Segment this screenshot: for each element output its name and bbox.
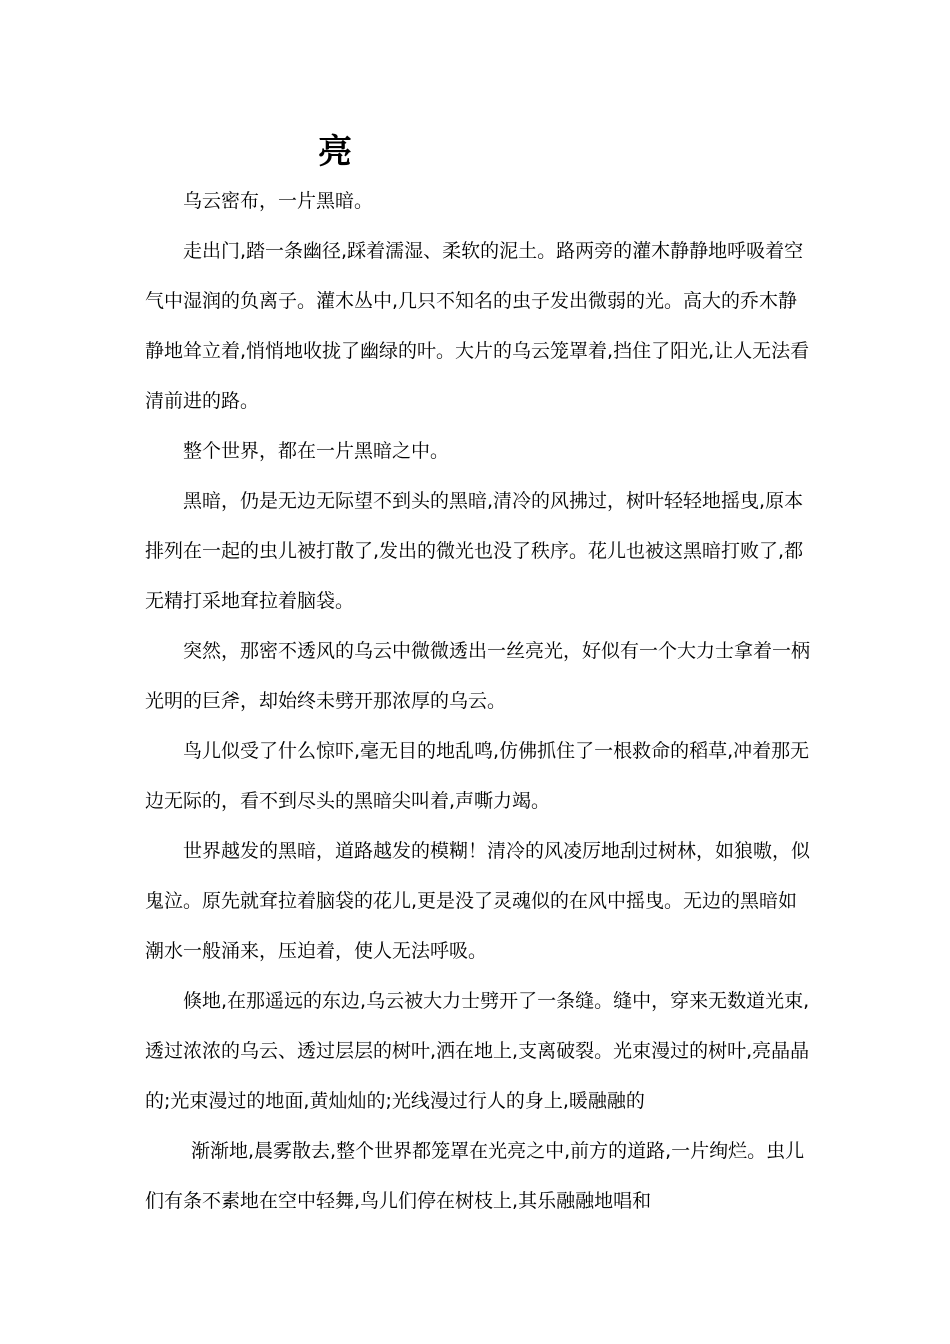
paragraph-4: 黑暗，仍是无边无际望不到头的黑暗,清冷的风拂过，树叶轻轻地摇曳,原本排列在一起的虫儿被打散了,发出的微光也没了秩序。花儿也被这黑暗打败了,都无精打采地耷拉着脑袋。 <box>145 490 804 612</box>
paragraph-9: 渐渐地,晨雾散去,整个世界都笼罩在光亮之中,前方的道路,一片绚烂。虫儿们有条不素地在空中轻舞,鸟儿们停在树枝上,其乐融融地唱和 <box>145 1140 805 1212</box>
paragraph-3: 整个世界，都在一片黑暗之中。 <box>183 440 450 462</box>
document-body <box>145 176 810 1226</box>
paragraph-2: 走出门,踏一条幽径,踩着濡湿、柔软的泥土。路两旁的灌木静静地呼吸着空气中湿润的负离子。灌木丛中,几只不知名的虫子发出微弱的光。高大的乔木静静地耸立着,悄悄地收拢了幽绿的叶。大片的乌云笼罩着,挡住了阳光,让人无法看清前进的路。 <box>145 240 810 412</box>
paragraph-1: 乌云密布，一片黑暗。 <box>183 190 374 212</box>
paragraph-6: 鸟儿似受了什么惊吓,毫无目的地乱鸣,仿佛抓住了一根救命的稻草,冲着那无边无际的，看不到尽头的黑暗尖叫着,声嘶力竭。 <box>145 740 810 812</box>
paragraph-8: 倏地,在那遥远的东边,乌云被大力士劈开了一条缝。缝中，穿来无数道光束,透过浓浓的乌云、透过层层的树叶,洒在地上,支离破裂。光束漫过的树叶,亮晶晶的;光束漫过的地面,黄灿灿的;光线漫过行人的身上,暖融融的 <box>145 990 810 1112</box>
paragraph-7: 世界越发的黑暗，道路越发的模糊！清冷的风凌厉地刮过树林，如狼嗷，似鬼泣。原先就耷拉着脑袋的花儿,更是没了灵魂似的在风中摇曳。无边的黑暗如潮水一般涌来，压迫着，使人无法呼吸。 <box>145 840 811 962</box>
paragraph-5: 突然，那密不透风的乌云中微微透出一丝亮光，好似有一个大力士拿着一柄光明的巨斧，却始终未劈开那浓厚的乌云。 <box>145 640 811 712</box>
document-title: 亮 <box>318 132 352 172</box>
